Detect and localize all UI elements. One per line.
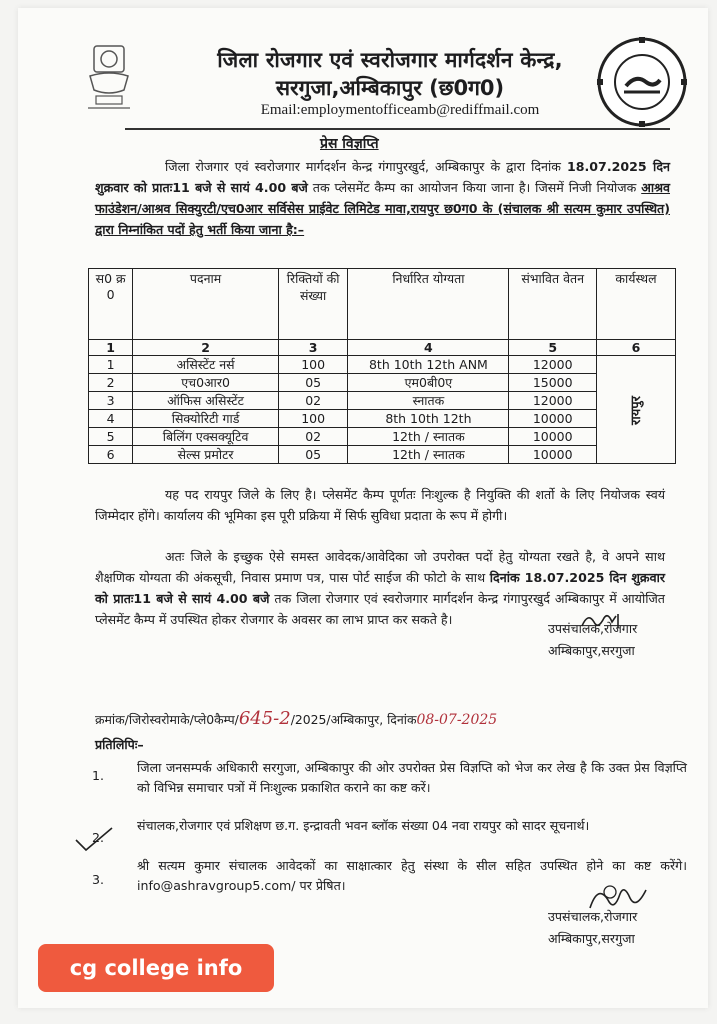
table-row xyxy=(89,410,676,428)
notice-title: प्रेस विज्ञप्ति xyxy=(320,136,379,152)
row-qualification: 8th 10th 12th ANM xyxy=(348,356,509,374)
row-salary: 10000 xyxy=(509,446,597,464)
signatory-designation: उपसंचालक,रोजगार xyxy=(548,621,638,636)
workplace-label: रायपुर xyxy=(628,395,644,425)
table-row xyxy=(89,392,676,410)
row-post: बिलिंग एक्सक्यूटिव xyxy=(133,428,279,446)
employment-service-logo-icon xyxy=(596,36,688,128)
watermark-badge: cg college info xyxy=(38,944,274,992)
row-post: सिक्योरिटी गार्ड xyxy=(133,410,279,428)
header-divider xyxy=(125,128,670,130)
camp-date-time: 18.07.2025 दिन शुक्रवार को प्रातः11 बजे से सायं 4.00 बजे xyxy=(95,159,670,195)
row-qualification: स्नातक xyxy=(348,392,509,410)
signatory-location: अम्बिकापुर,सरगुजा xyxy=(548,931,635,946)
table-row xyxy=(89,428,676,446)
camp-date-time-repeat: दिनांक 18.07.2025 दिन शुक्रवार को प्रातः11 बजे से सायं 4.00 बजे xyxy=(95,570,666,606)
col-header-sn: स0 क्र 0 xyxy=(89,269,133,340)
vacancy-table xyxy=(88,268,676,464)
table-header-row xyxy=(89,269,676,340)
col-header-salary: संभावित वेतन xyxy=(509,269,597,340)
col-header-workplace: कार्यस्थल xyxy=(597,269,676,340)
signatory-block xyxy=(548,618,698,662)
col-header-vacancies: रिक्तियों की संख्या xyxy=(278,269,348,340)
copy-to-heading: प्रतिलिपिः– xyxy=(95,737,144,752)
row-salary: 10000 xyxy=(509,428,597,446)
copy-item: जिला जनसम्पर्क अधिकारी सरगुजा, अम्बिकापुर की ओर उपरोक्त प्रेस विज्ञप्ति को भेज कर लेख है कि उक्त प्रेस विज्ञप्ति को विभिन्न समाचार पत्रों में निःशुल्क प्रकाशित कराने का कष्ट करें। xyxy=(137,760,687,795)
col-number: 5 xyxy=(509,340,597,356)
office-location-heading: सरगुजा,अम्बिकापुर (छ0ग0) xyxy=(275,76,505,100)
column-number-row xyxy=(89,340,676,356)
copy-item-number: 2. xyxy=(92,830,105,845)
workplace-cell xyxy=(597,356,676,464)
row-salary: 15000 xyxy=(509,374,597,392)
signatory-designation: उपसंचालक,रोजगार xyxy=(548,909,638,924)
notice-intro-paragraph: जिला रोजगार एवं स्वरोजगार मार्गदर्शन केन्द्र गंगापुरखुर्द, अम्बिकापुर के द्वारा दिनांक 18.07.2025 दिन शुक्रवार को प्रातः11 बजे से सायं 4.00 बजे तक प्लेसमेंट कैम्प का आयोजन किया जाना है। जिसमें निजी नियोजक आश्रव फाउंडेशन/आश्रव सिक्युरटी/एच0आर सर्विसेस प्राईवेट लिमिटेड मावा,रायपुर छ0ग0 के (संचालक श्री सत्यम कुमार उपस्थित) द्वारा निम्नांकित पदों हेतु भर्ती किया जाना है:– xyxy=(95,159,670,237)
table-row xyxy=(89,374,676,392)
row-post: एच0आर0 xyxy=(133,374,279,392)
row-sn: 2 xyxy=(89,374,133,392)
row-qualification: एम0बी0ए xyxy=(348,374,509,392)
row-post: सेल्स प्रमोटर xyxy=(133,446,279,464)
row-salary: 12000 xyxy=(509,356,597,374)
col-header-qualification: निर्धारित योग्यता xyxy=(348,269,509,340)
table-row xyxy=(89,446,676,464)
reference-number: 645-2 xyxy=(238,708,291,729)
col-header-post: पदनाम xyxy=(133,269,279,340)
copy-item: संचालक,रोजगार एवं प्रशिक्षण छ.ग. इन्द्रावती भवन ब्लॉक संख्या 04 नवा रायपुर को सादर सूचनार्थ। xyxy=(137,818,590,833)
terms-paragraph: यह पद रायपुर जिले के लिए है। प्लेसमेंट कैम्प पूर्णतः निःशुल्क है नियुक्ति की शर्तो के लिए नियोजक स्वयं जिम्मेदार होंगे। कार्यालय की भूमिका इस पूरी प्रक्रिया में सिर्फ सुविधा प्रदाता के रूप में होगी। xyxy=(95,487,665,523)
row-qualification: 8th 10th 12th xyxy=(348,410,509,428)
row-sn: 6 xyxy=(89,446,133,464)
row-vacancies: 02 xyxy=(278,392,348,410)
row-qualification: 12th / स्नातक xyxy=(348,428,509,446)
row-sn: 4 xyxy=(89,410,133,428)
row-vacancies: 05 xyxy=(278,374,348,392)
col-number: 2 xyxy=(133,340,279,356)
row-vacancies: 100 xyxy=(278,410,348,428)
row-post: असिस्टेंट नर्स xyxy=(133,356,279,374)
col-number: 1 xyxy=(89,340,133,356)
reference-date: 08-07-2025 xyxy=(416,712,498,728)
row-sn: 5 xyxy=(89,428,133,446)
invitation-paragraph: अतः जिले के इच्छुक ऐसे समस्त आवेदक/आवेदिका जो उपरोक्त पदों हेतु योग्यता रखते है, वे अपने साथ शैक्षणिक योग्यता की अंकसूची, निवास प्रमाण पत्र, पास पोर्ट साईज की फोटो के साथ दिनांक 18.07.2025 दिन शुक्रवार को प्रातः11 बजे से सायं 4.00 बजे तक जिला रोजगार एवं स्वरोजगार मार्गदर्शन केन्द्र गंगापुरखुर्द अम्बिकापुर में आयोजित प्लेसमेंट कैम्प में उपस्थित होकर रोजगार के अवसर का लाभ प्राप्त कर सकते है। xyxy=(95,549,666,627)
col-number: 6 xyxy=(597,340,676,356)
office-name-heading: जिला रोजगार एवं स्वरोजगार मार्गदर्शन केन्द्र, xyxy=(217,48,563,72)
reference-line: क्रमांक/जिरोस्वरोमाके/प्ले0कैम्प/645-2/2025/अम्बिकापुर, दिनांक08-07-2025 xyxy=(95,708,498,729)
state-emblem-icon xyxy=(80,40,138,112)
col-number: 3 xyxy=(278,340,348,356)
row-qualification: 12th / स्नातक xyxy=(348,446,509,464)
row-sn: 3 xyxy=(89,392,133,410)
row-sn: 1 xyxy=(89,356,133,374)
employer-name: आश्रव फाउंडेशन/आश्रव सिक्युरटी/एच0आर सर्विसेस प्राईवेट लिमिटेड मावा,रायपुर छ0ग0 के (संचालक श्री सत्यम कुमार उपस्थित) द्वारा निम्नांकित पदों हेतु भर्ती किया जाना है:– xyxy=(95,180,670,237)
signatory-location: अम्बिकापुर,सरगुजा xyxy=(548,643,635,658)
col-number: 4 xyxy=(348,340,509,356)
table-row xyxy=(89,356,676,374)
row-salary: 12000 xyxy=(509,392,597,410)
row-salary: 10000 xyxy=(509,410,597,428)
row-post: ऑफिस असिस्टेंट xyxy=(133,392,279,410)
office-email: Email:employmentofficeamb@rediffmail.com xyxy=(260,102,540,118)
row-vacancies: 100 xyxy=(278,356,348,374)
signatory-block-copy xyxy=(548,906,698,950)
row-vacancies: 05 xyxy=(278,446,348,464)
row-vacancies: 02 xyxy=(278,428,348,446)
copy-item: श्री सत्यम कुमार संचालक आवेदकों का साक्षात्कार हेतु संस्था के सील सहित उपस्थित होने का कष्ट करेंगे। info@ashravgroup5.com/ पर प्रेषित। xyxy=(137,858,687,893)
copy-item-number: 3. xyxy=(92,872,105,887)
copy-item-number: 1. xyxy=(92,768,105,783)
